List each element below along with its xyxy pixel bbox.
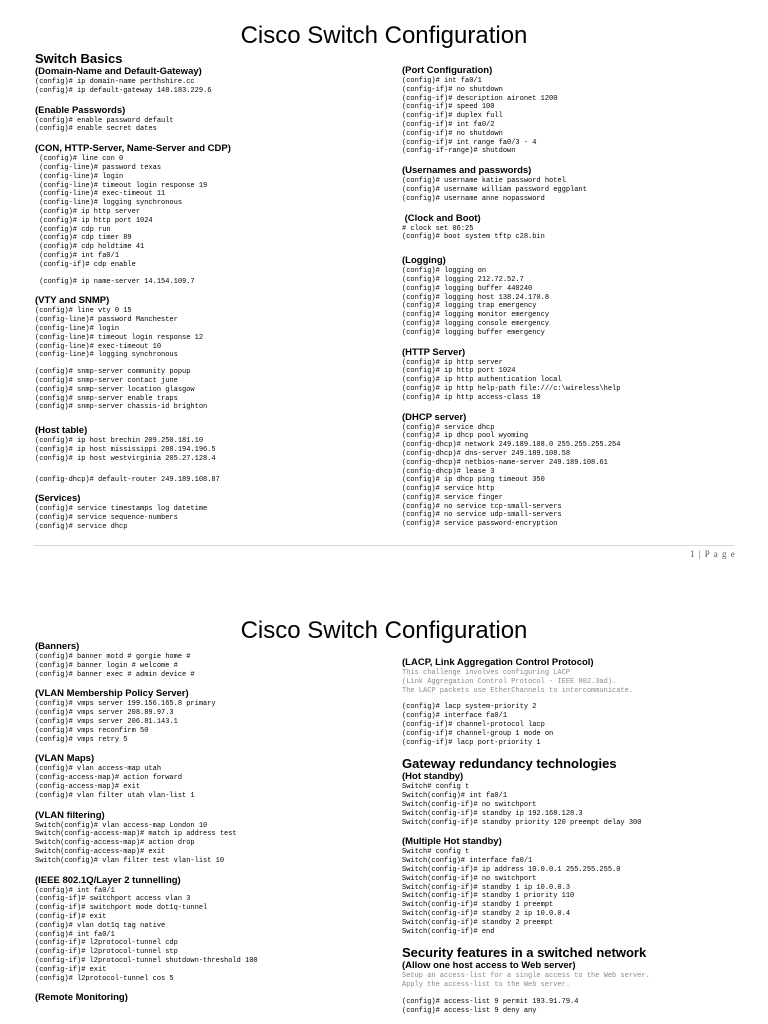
section-logging bbox=[402, 255, 742, 337]
footer-divider bbox=[34, 545, 734, 546]
left-column bbox=[35, 641, 390, 1010]
code-block: (config)# lacp system-priority 2 (config)# interface fa0/1 (config-if)# channel-protocol lacp (config-if)# channel-group 1 mode on (config-if)# lacp port-priority 1 bbox=[402, 703, 554, 747]
section-con-http-cdp bbox=[35, 143, 385, 286]
subheading: (Clock and Boot) bbox=[402, 212, 481, 224]
subheading: (Domain-Name and Default-Gateway) bbox=[35, 66, 202, 77]
subheading: (Services) bbox=[35, 493, 81, 505]
section-heading-switch-basics: Switch Basics bbox=[35, 51, 123, 66]
right-column bbox=[402, 657, 747, 1022]
subheading: (VLAN Membership Policy Server) bbox=[35, 688, 189, 700]
code-block: (config)# ip host brechin 209.250.181.10 (config)# ip host mississippi 208.194.196.5 (config)# ip host westvirginia 205.27.128.4 bbox=[35, 437, 216, 463]
left-column bbox=[35, 51, 385, 538]
subheading: (Remote Monitoring) bbox=[35, 992, 128, 1004]
section-gateway-redundancy bbox=[402, 756, 747, 827]
section-services bbox=[35, 493, 385, 531]
subheading: (Host table) bbox=[35, 425, 88, 437]
section-port-configuration bbox=[402, 65, 742, 156]
code-block: (config)# vmps server 199.156.165.8 primary (config)# vmps server 208.89.97.3 (config)# vmps server 206.81.143.1 (config)# vmps reconfirm 50 (config)# vmps retry 5 bbox=[35, 700, 216, 744]
subheading: (HTTP Server) bbox=[402, 346, 466, 358]
code-block: (config)# ip http server (config)# ip http port 1024 (config)# ip http authentication local (config)# ip http help-path file:///c:\wireless\help (config)# ip http access-class 10 bbox=[402, 358, 621, 402]
code-block: (config)# banner motd # gorgie home # (config)# banner login # welcome # (config)# banner exec # admin device # bbox=[35, 653, 195, 679]
section-dhcp-server bbox=[402, 412, 742, 530]
section-security-features bbox=[402, 945, 747, 1015]
section-enable-passwords bbox=[35, 105, 385, 135]
page-title: Cisco Switch Configuration bbox=[240, 22, 528, 49]
code-block: (config-dhcp)# default-router 249.189.108.87 bbox=[35, 475, 220, 484]
subheading: (CON, HTTP-Server, Name-Server and CDP) bbox=[35, 143, 231, 155]
section-http-server bbox=[402, 347, 742, 403]
section-heading: Gateway redundancy technologies bbox=[402, 756, 617, 772]
page-title: Cisco Switch Configuration bbox=[240, 617, 528, 644]
code-block: (config)# service timestamps log datetime (config)# service sequence-numbers (config)# service dhcp bbox=[35, 505, 208, 531]
subheading: (DHCP server) bbox=[402, 411, 467, 423]
code-block: (config)# ip name-server 14.154.109.7 bbox=[35, 277, 195, 286]
subheading: (VLAN filtering) bbox=[35, 809, 105, 821]
subheading: (Usernames and passwords) bbox=[402, 165, 532, 177]
subheading: (IEEE 802.1Q/Layer 2 tunnelling) bbox=[35, 874, 181, 886]
code-block: (config)# vlan access-map utah (config-access-map)# action forward (config-access-map)# exit (config)# vlan filter utah vlan-list 1 bbox=[35, 765, 195, 800]
section-banners bbox=[35, 641, 390, 679]
section-lacp bbox=[402, 657, 747, 747]
code-block: (config)# service dhcp (config)# ip dhcp pool wyoming (config-dhcp)# network 249.189.108.0 255.255.255.254 (config-dhcp)# dns-server 249.189.108.58 (config-dhcp)# netbios-name-server 249.189.108.61 (config-dhcp)# lease 3 (config)# ip dhcp ping timeout 350 (config)# service http (config)# service finger (config)# no service tcp-small-servers (config)# no service udp-small-servers (config)# service password-encryption bbox=[402, 423, 621, 529]
section-vty-snmp bbox=[35, 295, 385, 412]
description-text: Setup an access-list for a single access to the Web server. Apply the access-list to the Web server. bbox=[402, 972, 650, 990]
code-block: (config)# int fa0/1 (config-if)# switchport access vlan 3 (config-if)# switchport mode dot1q-tunnel (config-if)# exit (config)# vlan dot1q tag native (config)# int fa0/1 (config-if)# l2protocol-tunnel cdp (config-if)# l2protocol-tunnel stp (config-if)# l2protocol-tunnel shutdown-threshold 100 (config-if)# exit (config)# l2protocol-tunnel cos 5 bbox=[35, 886, 258, 983]
code-block: (config)# ip domain-name perthshire.cc (config)# ip default-gateway 148.183.229.6 bbox=[35, 78, 212, 95]
subheading: (Banners) bbox=[35, 641, 80, 652]
code-block: (config)# access-list 9 permit 193.91.79.4 (config)# access-list 9 deny any bbox=[402, 997, 579, 1015]
subheading: (Multiple Hot standby) bbox=[402, 836, 502, 848]
section-clock-boot bbox=[402, 213, 742, 243]
description-text: This challenge involves configuring LACP (Link Aggregation Control Protocol - IEEE 802.3ad). The LACP packets use EtherChannels to intercommunicate. bbox=[402, 669, 634, 695]
section-vlan-maps bbox=[35, 753, 390, 800]
page-gap bbox=[0, 575, 768, 597]
code-block: Switch# config t Switch(config)# int fa0/1 Switch(config-if)# no switchport Switch(config-if)# standby ip 192.168.128.3 Switch(config-if)# standby priority 120 preempt delay 300 bbox=[402, 783, 642, 827]
section-usernames bbox=[402, 165, 742, 203]
subheading: (Hot standby) bbox=[402, 771, 464, 783]
section-multiple-hot-standby bbox=[402, 836, 747, 936]
subheading: (Enable Passwords) bbox=[35, 104, 126, 116]
code-block: (config)# username katie password hotel (config)# username william password eggplant (config)# username anne nopassword bbox=[402, 177, 587, 203]
code-block: (config)# enable password default (config)# enable secret dates bbox=[35, 116, 174, 134]
section-remote-monitoring bbox=[35, 992, 390, 1004]
right-column bbox=[402, 65, 742, 535]
code-block: (config)# line vty 0 15 (config-line)# password Manchester (config-line)# login (config-line)# timeout login response 12 (config-line)# exec-timeout 10 (config-line)# logging synchronous bbox=[35, 307, 204, 360]
code-block: (config)# snmp-server community popup (config)# snmp-server contact june (config)# snmp-server location glasgow (config)# snmp-server enable traps (config)# snmp-server chassis-id brighton bbox=[35, 368, 208, 412]
page-number: 1 | P a g e bbox=[690, 549, 736, 559]
code-block: (config)# logging on (config)# logging 212.72.52.7 (config)# logging buffer 440240 (config)# logging host 138.24.170.8 (config)# logging trap emergency (config)# logging monitor emergency (config)# logging console emergency (config)# logging buffer emergency bbox=[402, 267, 550, 337]
code-block: (config)# line con 0 (config-line)# password texas (config-line)# login (config-line)# timeout login response 19 (config-line)# exec-timeout 11 (config-line)# logging synchronous (config)# ip http server (config)# ip http port 1024 (config)# cdp run (config)# cdp timer 89 (config)# cdp holdtime 41 (config)# int fa0/1 (config-if)# cdp enable bbox=[39, 155, 208, 269]
code-block: Switch# config t Switch(config)# interface fa0/1 Switch(config-if)# ip address 10.0.0.1 255.255.255.0 Switch(config-if)# no switchport Switch(config-if)# standby 1 ip 10.0.0.3 Switch(config-if)# standby 1 priority 110 Switch(config-if)# standby 1 preempt Switch(config-if)# standby 2 ip 10.0.0.4 Switch(config-if)# standby 2 preempt Switch(config-if)# end bbox=[402, 848, 621, 936]
code-block: (config)# int fa0/1 (config-if)# no shutdown (config-if)# description aironet 1200 (config-if)# speed 100 (config-if)# duplex full (config-if)# int fa0/2 (config-if)# no shutdown (config-if)# int range fa0/3 - 4 (config-if-range)# shutdown bbox=[402, 77, 558, 156]
section-host-table bbox=[35, 425, 385, 484]
subheading: (LACP, Link Aggregation Control Protocol) bbox=[402, 657, 594, 668]
section-vlan-filtering bbox=[35, 810, 390, 866]
subheading: (VTY and SNMP) bbox=[35, 295, 110, 307]
document-page-2 bbox=[0, 597, 768, 1024]
section-heading: Security features in a switched network bbox=[402, 945, 647, 961]
subheading: (Logging) bbox=[402, 255, 446, 267]
section-dot1q-tunnelling bbox=[35, 875, 390, 984]
subheading: (Port Configuration) bbox=[402, 65, 493, 76]
code-block: Switch(config)# vlan access-map London 10 Switch(config-access-map)# match ip address test Switch(config-access-map)# action drop Switch(config-access-map)# exit Switch(config)# vlan filter test vlan-list 10 bbox=[35, 821, 237, 865]
code-block: # clock set 06:25 (config)# boot system tftp c28.bin bbox=[402, 224, 545, 242]
section-vmps bbox=[35, 688, 390, 744]
subheading: (Allow one host access to Web server) bbox=[402, 960, 576, 972]
subheading: (VLAN Maps) bbox=[35, 753, 95, 765]
section-domain bbox=[35, 66, 385, 96]
